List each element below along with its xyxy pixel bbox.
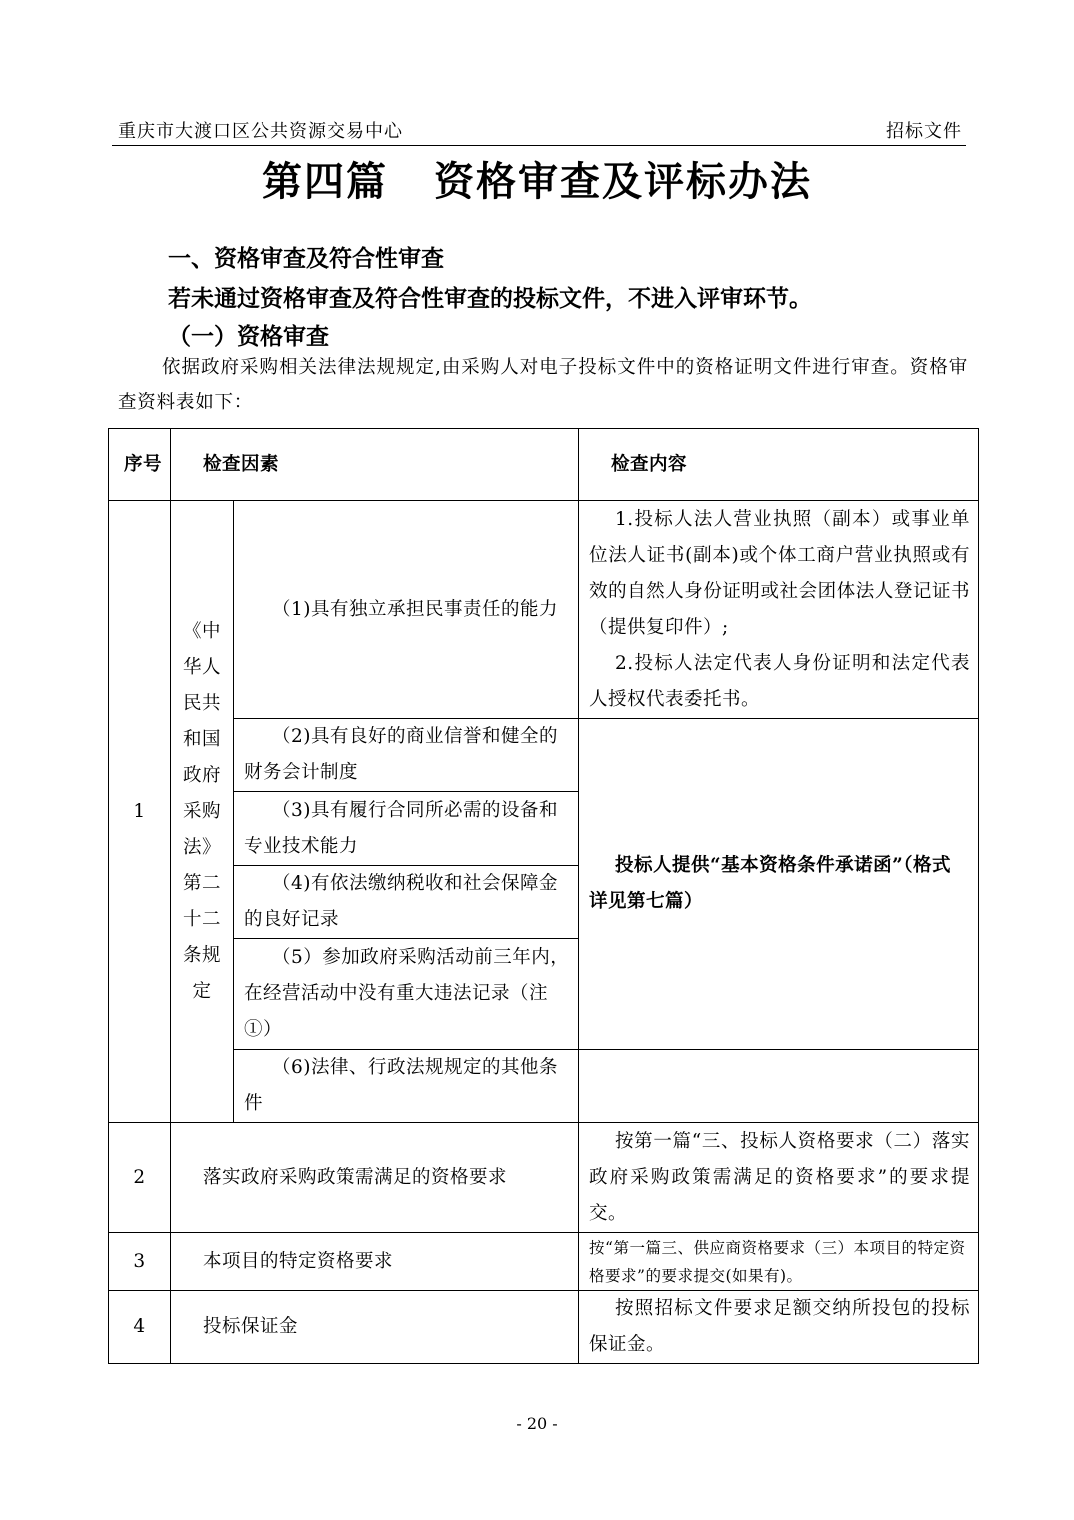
table-header-row: [109, 429, 979, 501]
qualification-review-table: [108, 428, 979, 1364]
title-name: 资格审查及评标办法: [434, 158, 812, 205]
table-row: [109, 501, 979, 719]
subsection-heading: （一）资格审查: [168, 323, 329, 350]
row2-factor: 落实政府采购政策需满足的资格要求: [171, 1123, 579, 1233]
row1-law-reference: [171, 501, 234, 1123]
section-heading: 一、资格审查及符合性审查: [168, 245, 444, 272]
header-divider: [112, 145, 966, 146]
table-row: [109, 1233, 979, 1291]
title-part: 第四篇: [262, 158, 388, 205]
row1-factor-2: （2)具有良好的商业信誉和健全的财务会计制度: [234, 719, 579, 792]
table-row: [109, 1291, 979, 1364]
row1-factor-3: （3)具有履行合同所必需的设备和专业技术能力: [234, 792, 579, 866]
row3-number: 3: [109, 1233, 171, 1291]
row4-content: 按照招标文件要求足额交纳所投包的投标保证金。: [579, 1291, 979, 1364]
row4-number: 4: [109, 1291, 171, 1364]
row1-factor-1: （1)具有独立承担民事责任的能力: [234, 501, 579, 719]
content-1a: 1.投标人法人营业执照（副本）或事业单位法人证书(副本)或个体工商户营业执照或有效的自然人身份证明或社会团体法人登记证书（提供复印件）;: [589, 508, 971, 638]
header-organization: 重庆市大渡口区公共资源交易中心: [118, 121, 403, 142]
table-row: [109, 719, 979, 792]
row1-number: 1: [109, 501, 171, 1123]
header-factor: 检查因素: [171, 429, 579, 501]
table-row: [109, 1123, 979, 1233]
content-1b: 2.投标人法定代表人身份证明和法定代表人授权代表委托书。: [589, 652, 971, 710]
row2-number: 2: [109, 1123, 171, 1233]
row1-content-1: [579, 501, 979, 719]
row3-factor: 本项目的特定资格要求: [171, 1233, 579, 1291]
row1-factor-5: （5）参加政府采购活动前三年内，在经营活动中没有重大违法记录（注①）: [234, 939, 579, 1050]
row1-content-empty: [579, 1050, 979, 1123]
row4-factor: 投标保证金: [171, 1291, 579, 1364]
row1-factor-4: （4)有依法缴纳税收和社会保障金的良好记录: [234, 866, 579, 939]
header-no: 序号: [109, 429, 171, 501]
law-text: 《中华人民共和国政府采购法》第二十二条规定: [182, 620, 221, 1002]
row1-content-2: 投标人提供“基本资格条件承诺函”（格式详见第七篇）: [579, 719, 979, 1050]
page-title: [0, 150, 1074, 207]
header-document-type: 招标文件: [886, 121, 962, 142]
row3-content: 按“第一篇三、供应商资格要求（三）本项目的特定资格要求”的要求提交(如果有)。: [579, 1233, 979, 1291]
section-note: 若未通过资格审查及符合性审查的投标文件，不进入评审环节。: [168, 285, 812, 312]
page-number: - 20 -: [516, 1414, 558, 1433]
header-content: 检查内容: [579, 429, 979, 501]
intro-paragraph: 依据政府采购相关法律法规规定,由采购人对电子投标文件中的资格证明文件进行审查。资格审查资料表如下：: [118, 357, 968, 413]
row1-factor-6: （6)法律、行政法规规定的其他条件: [234, 1050, 579, 1123]
table-row: [109, 1050, 979, 1123]
row2-content: 按第一篇“三、投标人资格要求（二）落实政府采购政策需满足的资格要求”的要求提交。: [579, 1123, 979, 1233]
